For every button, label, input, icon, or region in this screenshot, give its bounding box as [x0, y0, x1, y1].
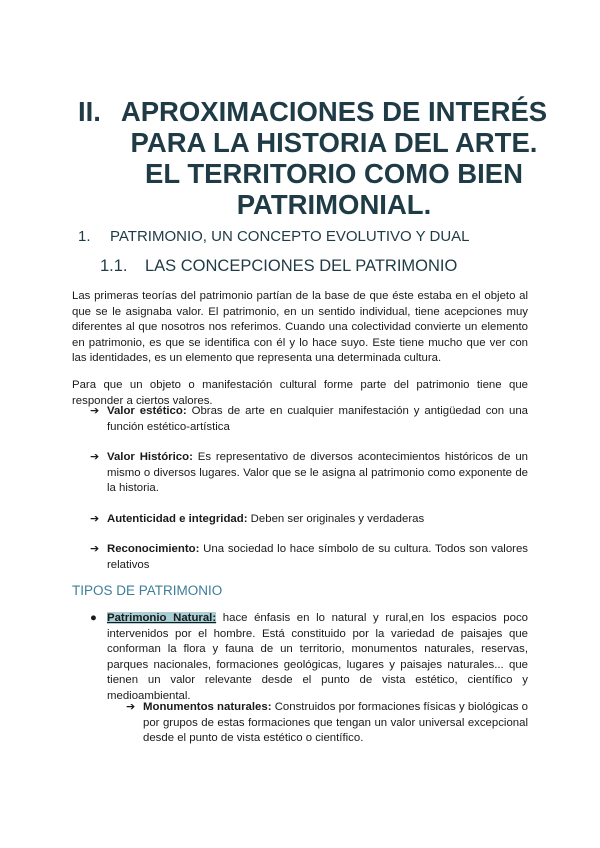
subsection-title: LAS CONCEPCIONES DEL PATRIMONIO [145, 257, 458, 275]
types-heading: TIPOS DE PATRIMONIO [72, 583, 223, 598]
chapter-heading [78, 96, 548, 220]
arrow-right-icon: ➔ [126, 701, 136, 713]
paragraph-values-intro: Para que un objeto o manifestación cultural forme parte del patrimonio tiene que responder a ciertos valores. [72, 379, 528, 407]
subsection-heading [100, 256, 560, 276]
natural-monuments-term: Monumentos naturales: [143, 701, 272, 713]
values-list [90, 404, 528, 588]
arrow-right-icon: ➔ [90, 405, 100, 417]
value-text: Una sociedad lo hace símbolo de su cultura. Todos son valores relativos [107, 543, 528, 571]
list-item [90, 512, 528, 528]
subsection-number: 1.1. [100, 257, 128, 275]
value-text: Deben ser originales y verdaderas [250, 512, 425, 525]
list-item [90, 542, 528, 573]
value-term: Valor Histórico: [107, 451, 193, 463]
natural-monuments-text: Construidos por formaciones físicas y biológicas o por grupos de estas formaciones que tengan un valor universal excepcional desde el punto de vista estético o científico. [143, 701, 528, 744]
section-title: PATRIMONIO, UN CONCEPTO EVOLUTIVO Y DUAL [110, 228, 470, 245]
section-number: 1. [78, 228, 91, 245]
list-item [90, 404, 528, 435]
value-term: Autenticidad e integridad: [107, 512, 248, 525]
natural-heritage-item [90, 611, 528, 704]
natural-heritage-text: hace énfasis en lo natural y rural,en los espacios poco intervenidos por el hombre. Está constituido por la variedad de paisajes que conforman la flora y fauna de un territorio, monumentos naturales, reservas, parques nacionales, formaciones geológicas, lugares y paisajes naturales... que tienen un valor relevante desde el punto de vista estético, científico y medioambiental. [107, 612, 529, 702]
bullet-icon: ● [90, 612, 97, 624]
list-item [90, 450, 528, 497]
arrow-right-icon: ➔ [90, 451, 100, 463]
chapter-number: II. [78, 96, 101, 127]
value-term: Valor estético: [107, 405, 187, 417]
natural-monuments-item [126, 700, 528, 747]
arrow-right-icon: ➔ [90, 512, 100, 525]
value-text: Es representativo de diversos acontecimientos históricos de un mismo o diversos lugares. Valor que se le asigna al patrimonio como exponente de la historia. [107, 451, 528, 494]
paragraph-intro: Las primeras teorías del patrimonio partían de la base de que éste estaba en el objeto al que se le asignaba valor. El patrimonio, en un sentido individual, tiene acepciones muy diferentes al que nosotros nos referimos. Cuando una colectividad convierte un elemento en patrimonio, es que se identifica con él y lo hace suyo. Este tiene mucho que ver con las identidades, es un elemento que representa una determinada cultura. [72, 290, 528, 364]
value-text: Obras de arte en cualquier manifestación y antigüedad con una función estético-artística [107, 405, 529, 433]
chapter-title: APROXIMACIONES DE INTERÉS PARA LA HISTORIA DEL ARTE. EL TERRITORIO COMO BIEN PATRIMONIAL. [120, 96, 548, 220]
natural-heritage-term: Patrimonio Natural: [107, 612, 217, 624]
arrow-right-icon: ➔ [90, 543, 100, 555]
value-term: Reconocimiento: [107, 543, 200, 555]
section-heading [78, 228, 558, 246]
